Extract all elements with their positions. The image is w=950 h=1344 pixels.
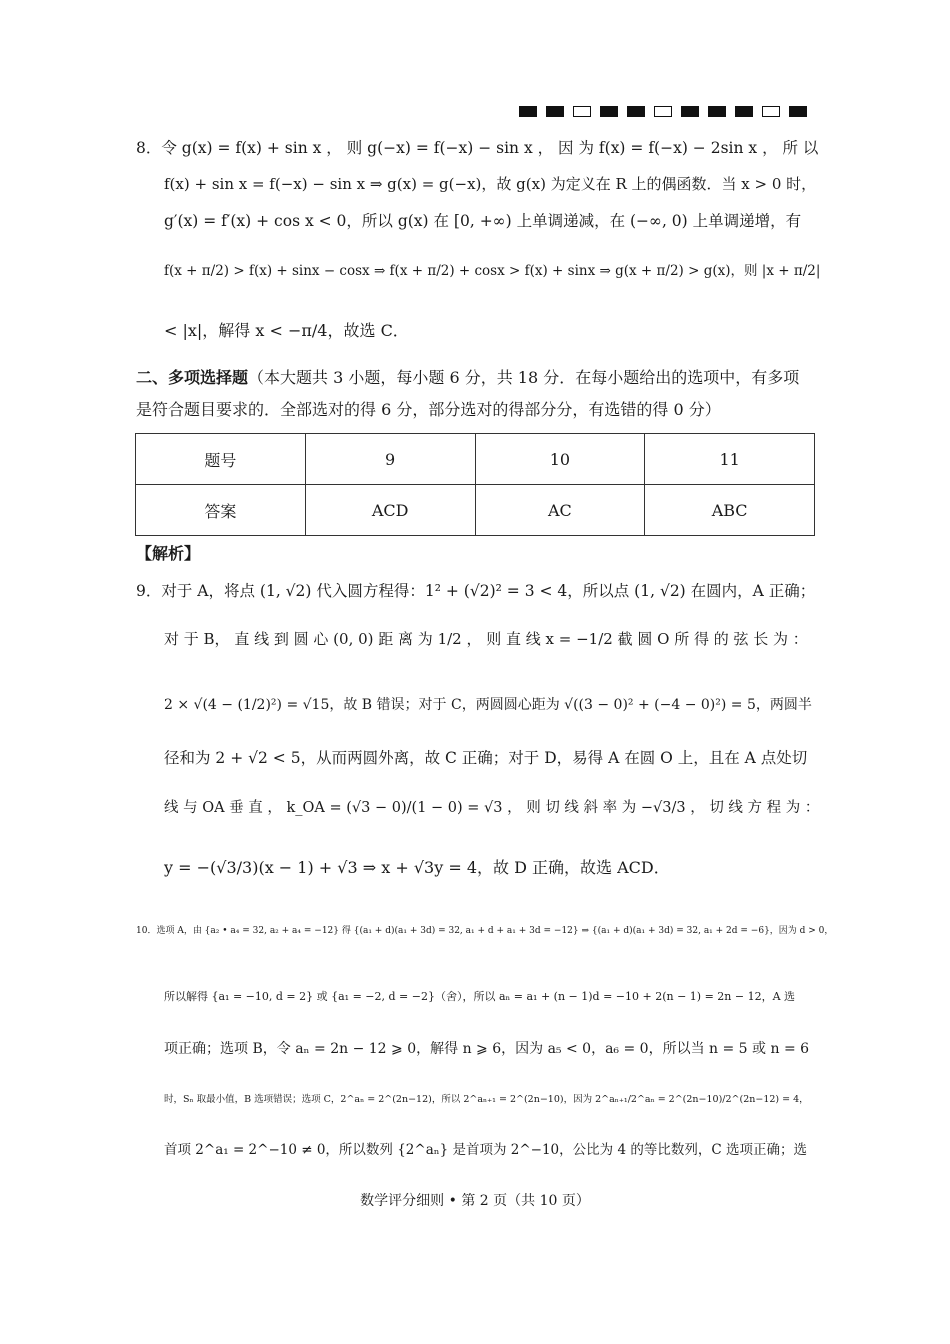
table-cell: 10 bbox=[475, 434, 645, 485]
table-row bbox=[136, 485, 815, 536]
q8-text-5: < |x|，解得 x < −π/4，故选 C． bbox=[164, 321, 409, 340]
q9-text-2: 对 于 B， 直 线 到 圆 心 (0, 0) 距 离 为 1/2 ， 则 直 线 x = −1/2 截 圆 O 所 得 的 弦 长 为 ： bbox=[164, 630, 808, 648]
marker-square-empty bbox=[762, 106, 780, 117]
table-cell: 答案 bbox=[136, 485, 306, 536]
q10-text-2: 所以解得 {a₁ = −10, d = 2} 或 {a₁ = −2, d = −2}（舍），所以 aₙ = a₁ + (n − 1)d = −10 + 2(n − 1) = 2n − 12，A 选 bbox=[164, 990, 796, 1003]
q9-text-6: y = −(√3/3)(x − 1) + √3 ⇒ x + √3y = 4，故 D 正确，故选 ACD． bbox=[164, 858, 670, 877]
q10-text-1: 10．选项 A，由 {a₂ • a₄ = 32, a₂ + a₄ = −12} 得 {(a₁ + d)(a₁ + 3d) = 32, a₁ + d + a₁ + 3d = −12} ⇒ {(a₁ + d)(a₁ + 3d) = 32, a₁ + 2d = −6}，因为 d > 0， bbox=[136, 926, 834, 936]
table-cell: AC bbox=[475, 485, 645, 536]
page-marker-squares bbox=[519, 106, 807, 117]
q10-text-5: 首项 2^a₁ = 2^−10 ≠ 0，所以数列 {2^aₙ} 是首项为 2^−10，公比为 4 的等比数列，C 选项正确；选 bbox=[164, 1142, 807, 1158]
marker-square-filled bbox=[600, 106, 618, 117]
q8-text-2: f(x) + sin x = f(−x) − sin x ⇒ g(x) = g(−x)，故 g(x) 为定义在 R 上的偶函数．当 x > 0 时， bbox=[164, 175, 817, 193]
answer-table bbox=[135, 433, 815, 536]
marker-square-filled bbox=[546, 106, 564, 117]
marker-square-filled bbox=[735, 106, 753, 117]
section2-desc-1: （本大题共 3 小题，每小题 6 分，共 18 分．在每小题给出的选项中，有多项 bbox=[248, 368, 800, 387]
q9-text-5: 线 与 OA 垂 直 ， k_OA = (√3 − 0)/(1 − 0) = √3 ， 则 切 线 斜 率 为 −√3/3 ， 切 线 方 程 为 ： bbox=[164, 800, 820, 816]
section2-title: 二、多项选择题 bbox=[136, 368, 249, 387]
q9-text-1: 9．对于 A，将点 (1, √2) 代入圆方程得：1² + (√2)² = 3 < 4，所以点 (1, √2) 在圆内，A 正确； bbox=[136, 582, 816, 600]
page-footer: 数学评分细则 • 第 2 页（共 10 页） bbox=[360, 1193, 590, 1209]
marker-square-empty bbox=[654, 106, 672, 117]
marker-square-filled bbox=[708, 106, 726, 117]
table-row bbox=[136, 434, 815, 485]
table-cell: ACD bbox=[305, 485, 475, 536]
marker-square-empty bbox=[573, 106, 591, 117]
table-cell: ABC bbox=[645, 485, 815, 536]
table-cell: 题号 bbox=[136, 434, 306, 485]
table-cell: 9 bbox=[305, 434, 475, 485]
marker-square-filled bbox=[627, 106, 645, 117]
q8-text-1: 8．令 g(x) = f(x) + sin x ， 则 g(−x) = f(−x) − sin x ， 因 为 f(x) = f(−x) − 2sin x ， 所 以 bbox=[136, 139, 819, 157]
section2-desc-2: 是符合题目要求的．全部选对的得 6 分，部分选对的得部分分，有选错的得 0 分） bbox=[136, 400, 721, 419]
q9-text-4: 径和为 2 + √2 < 5，从而两圆外离，故 C 正确；对于 D，易得 A 在圆 O 上，且在 A 点处切 bbox=[164, 749, 808, 767]
marker-square-filled bbox=[519, 106, 537, 117]
marker-square-filled bbox=[681, 106, 699, 117]
q8-text-4: f(x + π/2) > f(x) + sinx − cosx ⇒ f(x + π/2) + cosx > f(x) + sinx ⇒ g(x + π/2) > g(x)，则 |x + π/2| bbox=[164, 263, 821, 279]
analysis-label: 【解析】 bbox=[136, 544, 201, 563]
q10-text-4: 时，Sₙ 取最小值，B 选项错误；选项 C，2^aₙ = 2^(2n−12)，所以 2^aₙ₊₁ = 2^(2n−10)，因为 2^aₙ₊₁/2^aₙ = 2^(2n−10)/2^(2n−12) = 4， bbox=[164, 1094, 809, 1105]
q8-text-3: g′(x) = f′(x) + cos x < 0，所以 g(x) 在 [0, +∞) 上单调递减，在 (−∞, 0) 上单调递增，有 bbox=[164, 212, 802, 230]
marker-square-filled bbox=[789, 106, 807, 117]
q10-text-3: 项正确；选项 B，令 aₙ = 2n − 12 ⩾ 0，解得 n ⩾ 6，因为 a₅ < 0，a₆ = 0，所以当 n = 5 或 n = 6 bbox=[164, 1041, 810, 1057]
table-cell: 11 bbox=[645, 434, 815, 485]
q9-text-3: 2 × √(4 − (1/2)²) = √15，故 B 错误；对于 C，两圆圆心距为 √((3 − 0)² + (−4 − 0)²) = 5，两圆半 bbox=[164, 697, 812, 713]
